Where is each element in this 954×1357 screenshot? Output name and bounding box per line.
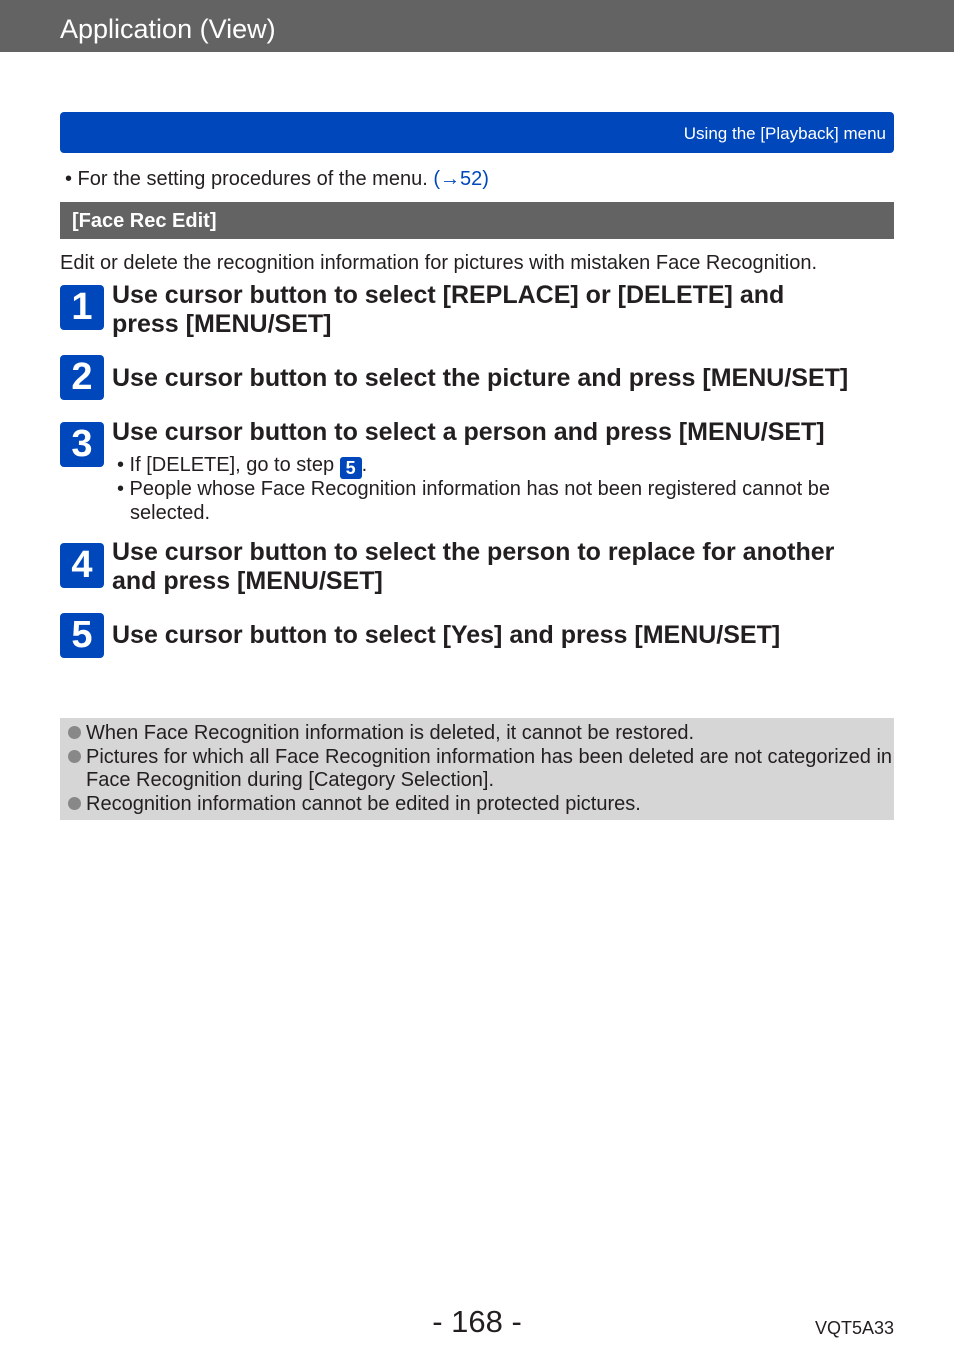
step-1-line-2: press [MENU/SET] [112,310,332,338]
step-4-text [112,538,834,596]
step-3-text: Use cursor button to select a person and press [MENU/SET] [112,418,825,446]
step-1-line-1: Use cursor button to select [REPLACE] or [DELETE] and [112,281,785,309]
step-1-text [112,281,784,339]
step-1-number: 1 [60,285,104,330]
step-3-number: 3 [60,422,104,467]
step-3-note-2-line-1: • People whose Face Recognition information has not been registered cannot be [117,478,831,500]
step-2-text: Use cursor button to select the picture and press [MENU/SET] [112,364,849,392]
page-number: - 168 - [432,1304,522,1339]
step-3-note-1-text: • If [DELETE], go to step [117,454,340,476]
bullet-icon [68,797,81,810]
notes-box [60,718,894,820]
setting-note-text: • For the setting procedures of the menu. [65,168,434,190]
step-5-reference-icon: 5 [340,457,362,479]
document-code: VQT5A33 [814,1318,894,1338]
step-5-text: Use cursor button to select [Yes] and press [MENU/SET] [112,621,781,649]
step-3-note-2-line-2: selected. [130,502,211,524]
step-3-note-1-end: . [361,454,368,476]
heading-label: [Face Rec Edit] [72,210,217,232]
step-5-number: 5 [60,613,104,658]
header-bar [0,0,954,52]
step-4-line-2: and press [MENU/SET] [112,567,383,595]
heading-bar [60,202,894,239]
step-3-note-2 [117,477,830,525]
page-reference-link[interactable]: (→52) [433,168,489,190]
note-item: When Face Recognition information is deleted, it cannot be restored. [68,722,894,746]
step-3-note-1 [117,453,367,479]
step-4-line-1: Use cursor button to select the person to replace for another [112,538,835,566]
bullet-icon [68,726,81,739]
step-2-number: 2 [60,355,104,400]
page-title: Application (View) [60,14,276,44]
step-4-number: 4 [60,543,104,588]
intro-text: Edit or delete the recognition information for pictures with mistaken Face Recognition. [60,252,818,274]
note-item: Recognition information cannot be edited in protected pictures. [68,793,894,817]
section-bar [60,112,894,153]
setting-note [65,167,489,191]
note-item: Pictures for which all Face Recognition information has been deleted are not categorized in Face Recognition during [Category Selection]. [68,746,894,793]
bullet-icon [68,750,81,763]
section-label: Using the [Playback] menu [683,124,886,143]
